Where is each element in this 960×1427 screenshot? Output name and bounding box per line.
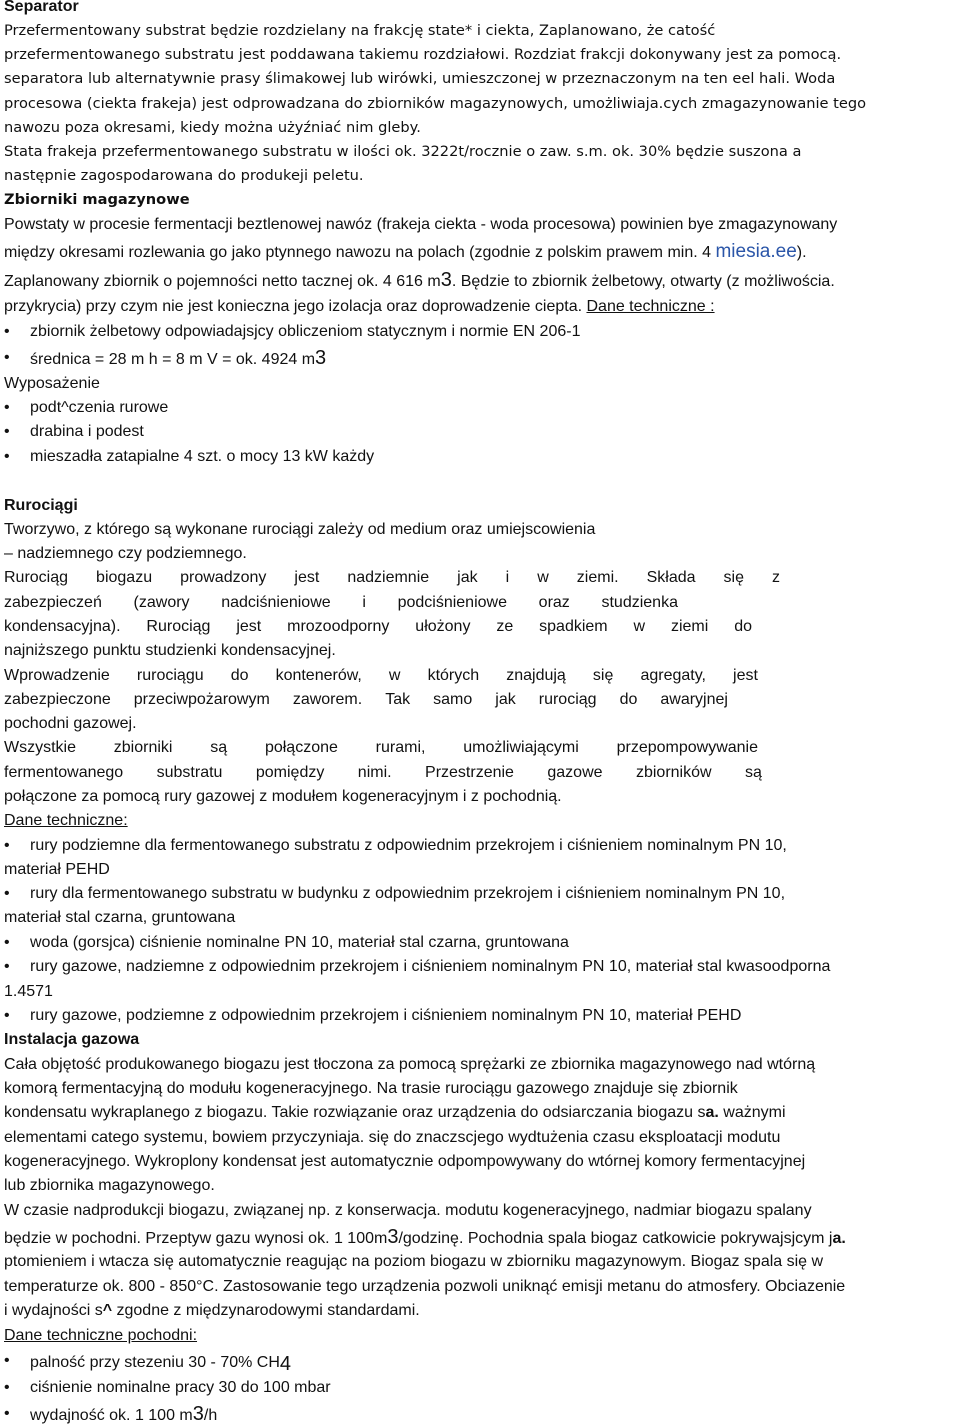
word: Składa <box>646 569 696 586</box>
word: Przestrzenie <box>425 764 514 781</box>
word: w <box>633 618 646 635</box>
subheading-equipment: Wyposażenie <box>4 375 100 392</box>
word: substratu <box>156 764 223 781</box>
word: w <box>388 667 401 684</box>
paragraph-line: ptomieniem i wtacza się automatycznie reagując na poziom biogazu w zbiorniku magazynowym. Biogaz spala się w <box>4 1253 824 1270</box>
word: jest <box>236 618 262 635</box>
word: kontenerów, <box>275 667 362 684</box>
justified-line <box>4 617 752 637</box>
word: prowadzony <box>180 569 267 586</box>
paragraph-line <box>4 297 715 317</box>
paragraph-line: Tworzywo, z którego są wykonane rurociągi zależy od medium oraz umiejscowienia <box>4 521 596 538</box>
word: jest <box>294 569 320 586</box>
word: spadkiem <box>539 618 608 635</box>
paragraph-line: następnie zagospodarowana do produkeji peletu. <box>4 167 364 184</box>
word: do <box>734 618 752 635</box>
bullet-icon: • <box>4 423 10 440</box>
word: kondensacyjna). <box>4 618 121 635</box>
bullet-icon: • <box>4 1379 10 1396</box>
text-run: palność przy stezeniu 30 - 70% CH <box>30 1354 280 1371</box>
word: do <box>619 691 638 708</box>
word: nadciśnieniowe <box>221 594 331 611</box>
paragraph-line: połączone za pomocą rury gazowej z modułem kogeneracyjnym i z pochodnią. <box>4 788 562 805</box>
paragraph-line: Cała objętość produkowanego biogazu jest tłoczona za pomocą sprężarki ze zbiornika magazynowego nad wtórną <box>4 1056 816 1073</box>
bullet-icon: • <box>4 1007 10 1024</box>
bullet-icon: • <box>4 399 10 416</box>
justified-line <box>4 690 728 710</box>
list-item: rury gazowe, podziemne z odpowiednim przekrojem i ciśnieniem nominalnym PN 10, materiał PEHD <box>30 1007 742 1024</box>
text-run: będzie w pochodni. Przeptyw gazu wynosi ok. 1 100m <box>4 1230 388 1247</box>
subscript: 4 <box>279 1353 292 1375</box>
paragraph-line: najniższego punktu studzienki kondensacyjnej. <box>4 642 336 659</box>
word: Tak <box>385 691 411 708</box>
word: zabezpieczone <box>4 691 111 708</box>
paragraph-line: temperaturze ok. 800 - 850°C. Zastosowanie tego urządzenia pozwoli uniknąć emisji metanu do atmosfery. Obciazenie <box>4 1278 846 1295</box>
word: ze <box>496 618 514 635</box>
word: zbiorników <box>635 764 712 781</box>
word: do <box>230 667 249 684</box>
superscript: 3 <box>192 1403 204 1425</box>
paragraph-line: lub zbiornika magazynowego. <box>4 1177 215 1194</box>
word: rurociąg <box>538 691 597 708</box>
paragraph-line <box>4 1103 786 1123</box>
word: ziemi <box>670 618 709 635</box>
paragraph-line: Stata frakeja przefermentowanego substratu w ilości ok. 3222t/rocznie o zaw. s.m. ok. 30% będzie suszona a <box>4 143 802 160</box>
word: są <box>210 739 228 756</box>
text-run: /godzinę. Pochodnia spala biogaz catkowicie pokrywajsjcym j <box>398 1230 833 1247</box>
word: Wprowadzenie <box>4 667 110 684</box>
text-run: kondensatu wykraplanego z biogazu. Takie rozwiązanie oraz urządzenia do odsiarczania biogazu s <box>4 1104 706 1121</box>
section-heading-gas-installation: Instalacja gazowa <box>4 1031 140 1048</box>
list-item: ciśnienie nominalne pracy 30 do 100 mbar <box>30 1379 331 1396</box>
section-heading-storage-tanks: Zbiorniki magazynowe <box>4 191 190 208</box>
word: studzienka <box>601 594 678 611</box>
paragraph-line: W czasie nadprodukcji biogazu, związanej np. z konserwacja. modutu kogeneracyjnego, nadmiar biogazu spalany <box>4 1202 812 1219</box>
word: jest <box>733 667 758 684</box>
word: jak <box>457 569 478 586</box>
list-item-continuation: materiał stal czarna, gruntowana <box>4 909 236 926</box>
word: ułożony <box>415 618 471 635</box>
paragraph-line: – nadziemnego czy podziemnego. <box>4 545 247 562</box>
section-heading-pipelines: Rurociągi <box>4 497 78 514</box>
word: i <box>362 594 366 611</box>
superscript: 3 <box>387 1226 399 1248</box>
word: biogazu <box>96 569 153 586</box>
word: nadziemnie <box>347 569 430 586</box>
word: których <box>427 667 480 684</box>
paragraph-line: Przefermentowany substrat będzie rozdzielany na frakcję state* i ciekta, Zaplanowano, że catość <box>4 22 716 39</box>
list-item: zbiornik żelbetowy odpowiadajsjcy obliczeniom statycznym i normie EN 206-1 <box>30 323 581 340</box>
justified-line <box>4 666 758 686</box>
word: zbiorniki <box>113 739 173 756</box>
subheading-flare-technical-data: Dane techniczne pochodni: <box>4 1327 198 1344</box>
word: ziemi. <box>576 569 619 586</box>
text-run: zgodne z międzynarodowymi standardami. <box>112 1302 420 1319</box>
word: z <box>772 569 780 586</box>
word: połączone <box>264 739 338 756</box>
text-run: ). <box>796 244 807 261</box>
text-run: a. <box>705 1104 719 1121</box>
list-item <box>30 1404 217 1426</box>
paragraph-line <box>4 270 835 292</box>
bullet-icon: • <box>4 885 10 902</box>
bullet-icon: • <box>4 1352 10 1369</box>
word: mrozoodporny <box>287 618 390 635</box>
list-item: drabina i podest <box>30 423 144 440</box>
justified-line <box>4 763 762 783</box>
list-item: rury podziemne dla fermentowanego substratu z odpowiednim przekrojem i ciśnieniem nominalnym PN 10, <box>30 837 787 854</box>
list-item: woda (gorsjca) ciśnienie nominalne PN 10, materiał stal czarna, gruntowana <box>30 934 569 951</box>
word: się <box>723 569 744 586</box>
text-run: wydajność ok. 1 100 m <box>30 1407 193 1424</box>
word: rurociągu <box>136 667 204 684</box>
paragraph-line: nawozu poza okresami, kiedy można użyźniać nim gleby. <box>4 119 421 136</box>
paragraph-line <box>4 1227 846 1249</box>
word: są <box>745 764 762 781</box>
bullet-icon: • <box>4 958 10 975</box>
bullet-icon: • <box>4 349 10 366</box>
word: Wszystkie <box>4 739 76 756</box>
word: nimi. <box>357 764 392 781</box>
word: umożliwiającymi <box>463 739 579 756</box>
justified-line <box>4 738 758 758</box>
word: jak <box>495 691 516 708</box>
paragraph-line <box>4 242 807 263</box>
underlined-label: Dane techniczne : <box>586 298 715 315</box>
justified-line <box>4 568 780 588</box>
justified-line <box>4 593 678 613</box>
list-item <box>30 348 326 370</box>
word: zaworem. <box>292 691 363 708</box>
word: rurami, <box>375 739 426 756</box>
word: fermentowanego <box>4 764 124 781</box>
list-item: mieszadła zatapialne 4 szt. o mocy 13 kW każdy <box>30 448 375 465</box>
word: Rurociąg <box>4 569 69 586</box>
text-run: między okresami rozlewania go jako ptynnego nawozu na polach (zgodnie z polskim prawem min. 4 <box>4 244 716 261</box>
text-run: Zaplanowany zbiornik o pojemności netto tacznej ok. 4 616 m <box>4 273 441 290</box>
list-item: rury dla fermentowanego substratu w budynku z odpowiednim przekrojem i ciśnieniem nominalnym PN 10, <box>30 885 786 902</box>
word: i <box>505 569 510 586</box>
word: samo <box>433 691 473 708</box>
paragraph-line: przefermentowanego substratu jest poddawana takiemu rozdziałowi. Rozdziat frakcji dokonywany jest za pomocą. <box>4 46 842 63</box>
paragraph-line: separatora lub alternatywnie prasy ślimakowej lub wirówki, umieszczonej w przeznaczonym na ten eel hali. Woda <box>4 70 836 87</box>
paragraph-line: procesowa (ciekta frakeja) jest odprowadzana do zbiorników magazynowych, umożliwiaja.cych zmagazynowanie tego <box>4 95 867 112</box>
word: pomiędzy <box>255 764 325 781</box>
text-run: średnica = 28 m h = 8 m V = ok. 4924 m <box>30 351 316 368</box>
word: przeciwpożarowym <box>133 691 270 708</box>
text-run: ^ <box>102 1302 113 1319</box>
word: znajdują <box>506 667 566 684</box>
text-run: przykrycia) przy czym nie jest konieczna jego izolacja oraz doprowadzenie ciepta. <box>4 298 587 315</box>
word: (zawory <box>133 594 190 611</box>
bullet-icon: • <box>4 837 10 854</box>
list-item-continuation: 1.4571 <box>4 983 53 1000</box>
word: gazowe <box>547 764 603 781</box>
list-item-continuation: materiał PEHD <box>4 861 110 878</box>
section-heading-separator: Separator <box>4 0 79 15</box>
inline-link[interactable]: miesia.ee <box>715 241 797 262</box>
superscript: 3 <box>440 269 452 291</box>
text-run: i wydajności s <box>4 1302 103 1319</box>
paragraph-line <box>4 1301 420 1321</box>
paragraph-line: Powstaty w procesie fermentacji beztlenowej nawóz (frakeja ciekta - woda procesowa) powinien bye zmagazynowany <box>4 216 838 233</box>
word: Rurociąg <box>146 618 211 635</box>
word: podciśnieniowe <box>397 594 507 611</box>
word: agregaty, <box>640 667 706 684</box>
word: się <box>592 667 614 684</box>
list-item: podt^czenia rurowe <box>30 399 169 416</box>
text-run: /h <box>203 1407 218 1424</box>
superscript: 3 <box>315 347 327 369</box>
list-item: rury gazowe, nadziemne z odpowiednim przekrojem i ciśnieniem nominalnym PN 10, materiał stal kwasoodporna <box>30 958 831 975</box>
paragraph-line: komorą fermentacyjną do modułu kogeneracyjnego. Na trasie rurociągu gazowego znajduje się zbiornik <box>4 1080 738 1097</box>
paragraph-line: elementami catego systemu, bowiem przyczyniaja. się do znaczscjego wydtużenia czasu eksploatacji modutu <box>4 1129 781 1146</box>
word: przepompowywanie <box>616 739 758 756</box>
text-run: . Będzie to zbiornik żelbetowy, otwarty (z możliwościa. <box>451 273 835 290</box>
bullet-icon: • <box>4 1405 10 1422</box>
word: zabezpieczeń <box>4 594 102 611</box>
bullet-icon: • <box>4 448 10 465</box>
paragraph-line: pochodni gazowej. <box>4 715 137 732</box>
bullet-icon: • <box>4 934 10 951</box>
list-item <box>30 1351 291 1373</box>
paragraph-line: kogeneracyjnego. Wykroplony kondensat jest automatycznie odpompowywany do wtórnej komory fermentacyjnej <box>4 1153 806 1170</box>
word: oraz <box>538 594 570 611</box>
text-run: ważnymi <box>718 1104 786 1121</box>
word: w <box>537 569 549 586</box>
subheading-technical-data: Dane techniczne: <box>4 812 128 829</box>
text-run: a. <box>832 1230 846 1247</box>
word: awaryjnej <box>660 691 728 708</box>
bullet-icon: • <box>4 323 10 340</box>
